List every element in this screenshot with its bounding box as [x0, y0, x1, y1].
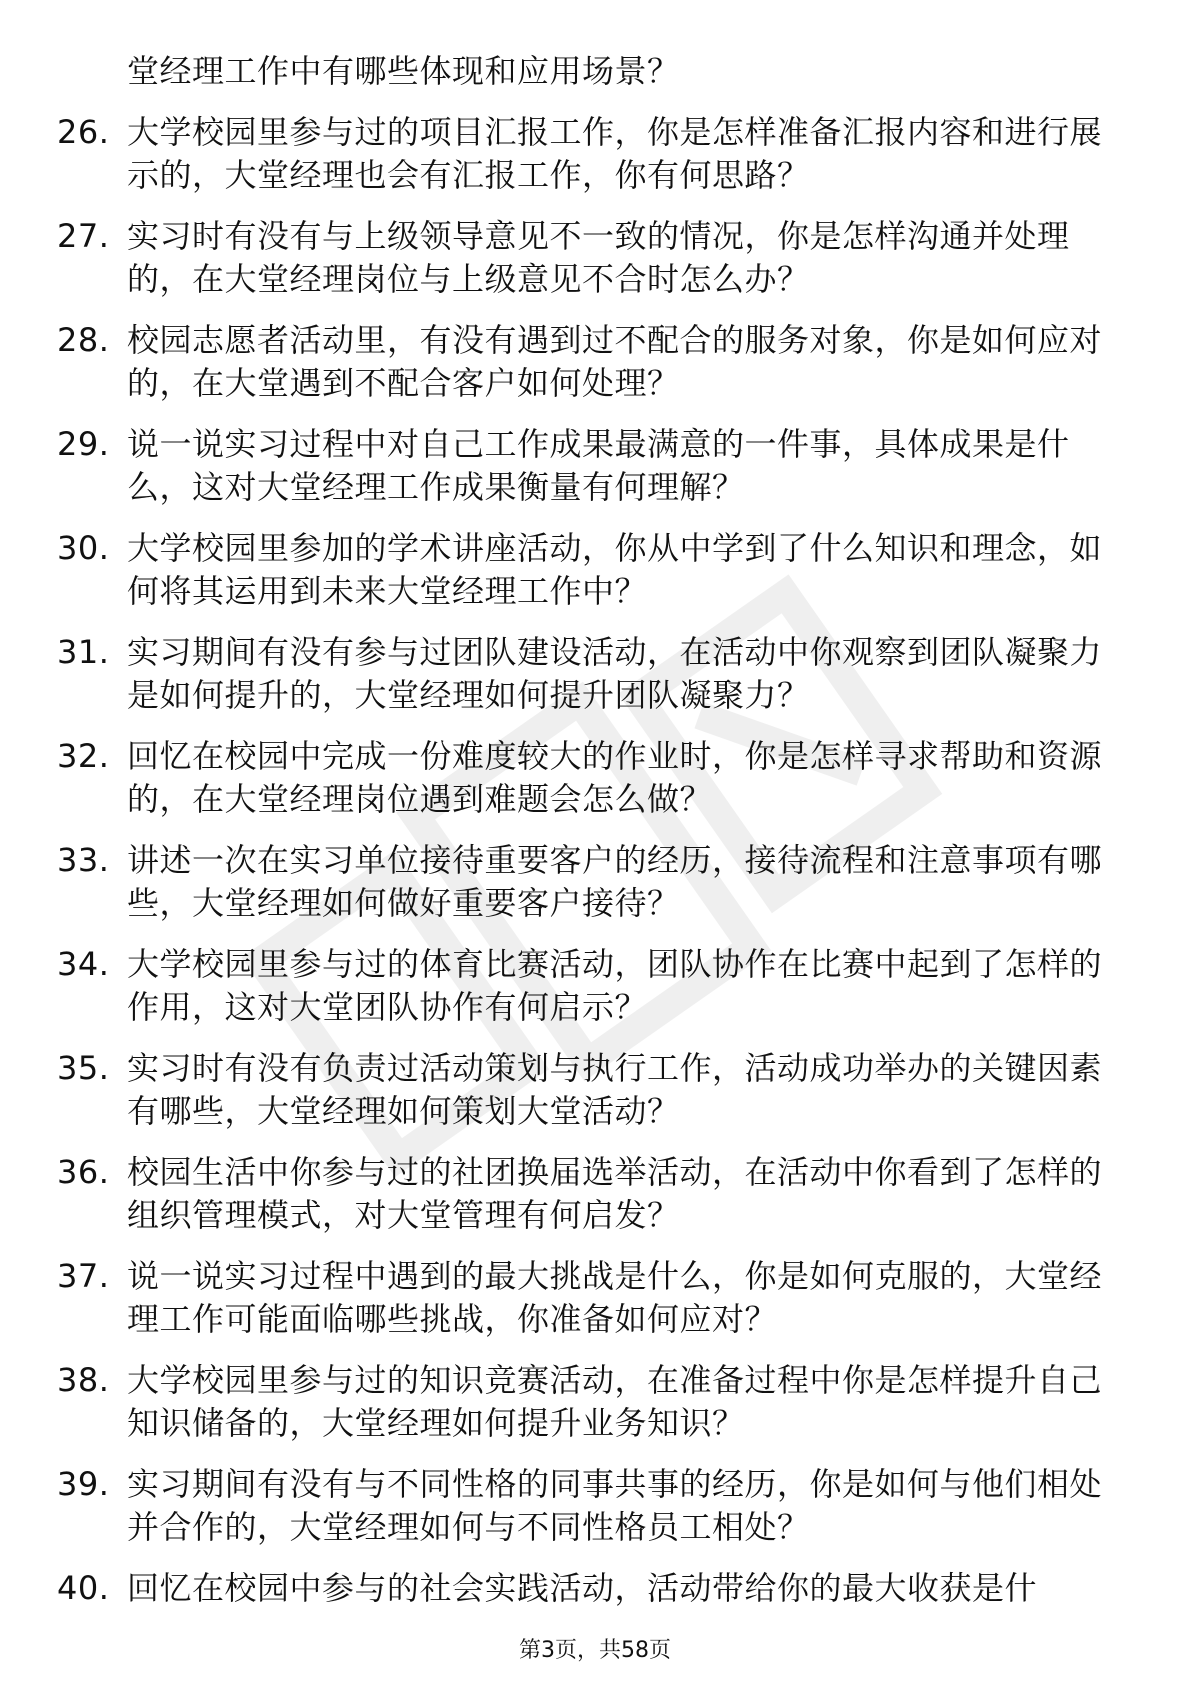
list-item: [55, 527, 1125, 613]
list-item: [55, 1463, 1125, 1549]
question-text: 大学校园里参与过的体育比赛活动，团队协作在比赛中起到了怎样的作用，这对大堂团队协作有何启示？: [127, 945, 1103, 1026]
question-number: 40.: [57, 1569, 110, 1607]
question-text: 回忆在校园中完成一份难度较大的作业时，你是怎样寻求帮助和资源的，在大堂经理岗位遇到难题会怎么做？: [127, 737, 1103, 818]
page-footer: 第3页，共58页: [519, 1638, 671, 1663]
list-item: [55, 319, 1125, 405]
list-item: [55, 839, 1125, 925]
question-text: 校园志愿者活动里，有没有遇到过不配合的服务对象，你是如何应对的，在大堂遇到不配合客户如何处理？: [127, 321, 1103, 402]
question-text: 大学校园里参加的学术讲座活动，你从中学到了什么知识和理念，如何将其运用到未来大堂经理工作中？: [127, 529, 1103, 610]
list-item: [55, 735, 1125, 821]
question-number: 39.: [57, 1465, 110, 1503]
question-number: 31.: [57, 633, 110, 671]
question-text: 实习期间有没有与不同性格的同事共事的经历，你是如何与他们相处并合作的，大堂经理如何与不同性格员工相处？: [127, 1465, 1103, 1546]
question-text: 校园生活中你参与过的社团换届选举活动，在活动中你看到了怎样的组织管理模式，对大堂管理有何启发？: [127, 1153, 1103, 1234]
question-text: 讲述一次在实习单位接待重要客户的经历，接待流程和注意事项有哪些，大堂经理如何做好重要客户接待？: [127, 841, 1103, 922]
question-text: 说一说实习过程中遇到的最大挑战是什么，你是如何克服的，大堂经理工作可能面临哪些挑战，你准备如何应对？: [127, 1257, 1103, 1338]
question-text: 实习期间有没有参与过团队建设活动，在活动中你观察到团队凝聚力是如何提升的，大堂经理如何提升团队凝聚力？: [127, 633, 1103, 714]
question-text: 实习时有没有与上级领导意见不一致的情况，你是怎样沟通并处理的，在大堂经理岗位与上级意见不合时怎么办？: [127, 217, 1070, 298]
list-item: [55, 50, 1125, 93]
list-item: [55, 1047, 1125, 1133]
question-text: 实习时有没有负责过活动策划与执行工作，活动成功举办的关键因素有哪些，大堂经理如何策划大堂活动？: [127, 1049, 1103, 1130]
question-text: 回忆在校园中参与的社会实践活动，活动带给你的最大收获是什: [127, 1569, 1038, 1607]
question-number: 29.: [57, 425, 110, 463]
list-item: [55, 631, 1125, 717]
question-list: [55, 50, 1125, 1628]
question-number: 30.: [57, 529, 110, 567]
question-number: 26.: [57, 113, 110, 151]
list-item: [55, 943, 1125, 1029]
list-item: [55, 215, 1125, 301]
question-number: 36.: [57, 1153, 110, 1191]
question-number: 35.: [57, 1049, 110, 1087]
question-number: 32.: [57, 737, 110, 775]
question-number: 34.: [57, 945, 110, 983]
list-item: [55, 1151, 1125, 1237]
question-text: 大学校园里参与过的知识竞赛活动，在准备过程中你是怎样提升自己知识储备的，大堂经理如何提升业务知识？: [127, 1361, 1103, 1442]
list-item: [55, 1359, 1125, 1445]
question-number: 28.: [57, 321, 110, 359]
question-text: 大学校园里参与过的项目汇报工作，你是怎样准备汇报内容和进行展示的，大堂经理也会有汇报工作，你有何思路？: [127, 113, 1103, 194]
question-number: 38.: [57, 1361, 110, 1399]
list-item: [55, 1567, 1125, 1610]
list-item: [55, 111, 1125, 197]
question-number: 37.: [57, 1257, 110, 1295]
question-number: 33.: [57, 841, 110, 879]
list-item: [55, 1255, 1125, 1341]
question-text: 说一说实习过程中对自己工作成果最满意的一件事，具体成果是什么，这对大堂经理工作成果衡量有何理解？: [127, 425, 1070, 506]
question-text: 堂经理工作中有哪些体现和应用场景？: [127, 52, 680, 90]
list-item: [55, 423, 1125, 509]
question-number: 27.: [57, 217, 110, 255]
